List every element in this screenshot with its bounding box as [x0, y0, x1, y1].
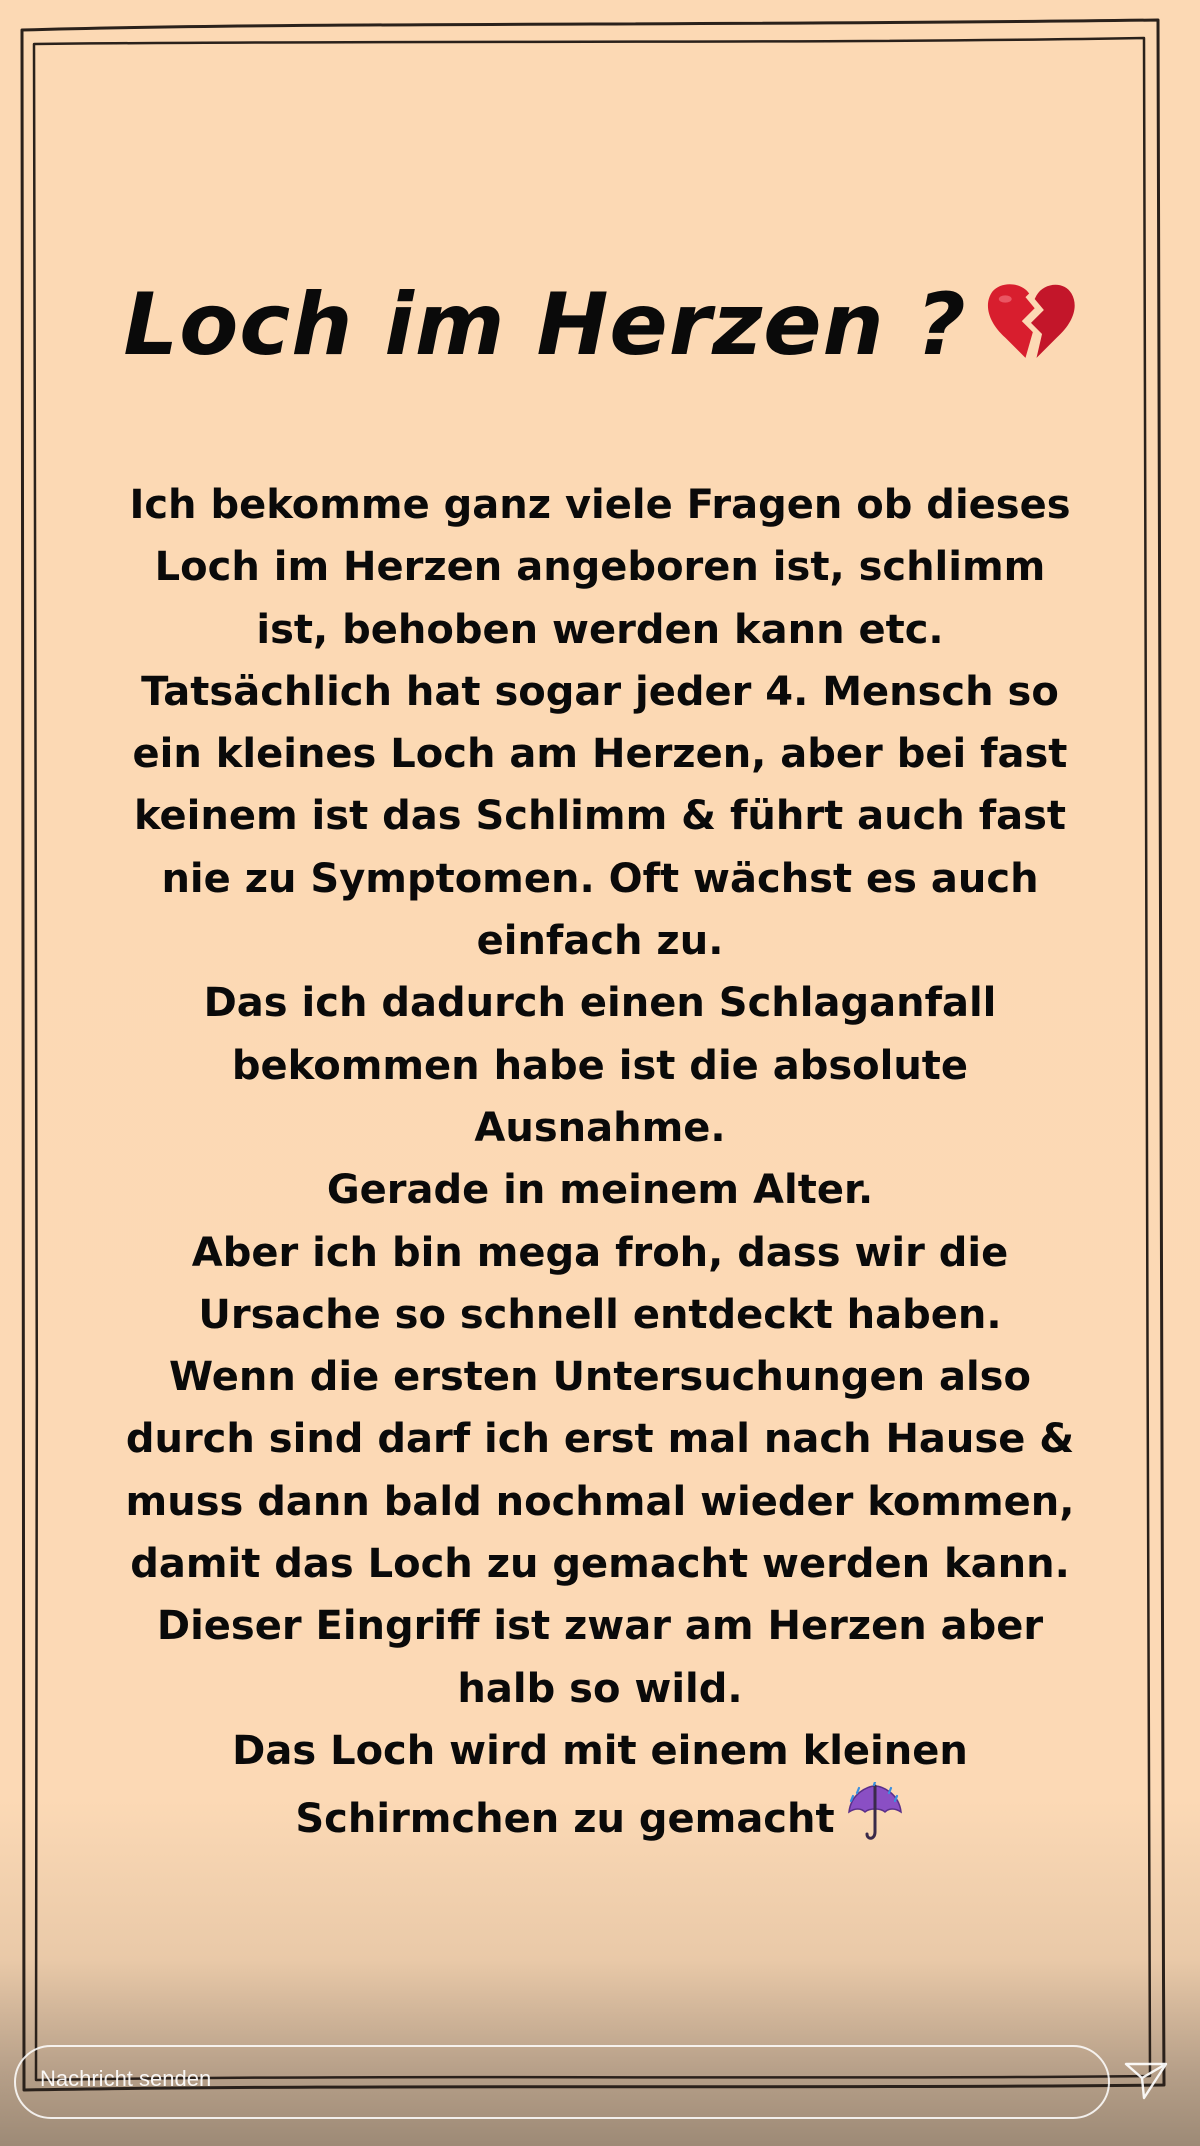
- story-body-line-text: Ausnahme.: [474, 1104, 726, 1151]
- story-body-line-text: Aber ich bin mega froh, dass wir die: [191, 1229, 1009, 1276]
- story-body-line: [70, 536, 1130, 598]
- story-body-line: [70, 1097, 1130, 1159]
- story-body-line: [70, 1222, 1130, 1284]
- story-body-line: [70, 599, 1130, 661]
- story-body-line: [70, 1782, 1130, 1850]
- story-body-line-text: Das Loch wird mit einem kleinen: [232, 1727, 968, 1774]
- story-body-line: [70, 474, 1130, 536]
- story-body-line-text: durch sind darf ich erst mal nach Hause &: [125, 1416, 1075, 1463]
- story-body: [70, 474, 1130, 1851]
- story-body-line: [70, 1720, 1130, 1782]
- broken-heart-icon: [985, 280, 1077, 364]
- story-body-line-text: Dieser Eingriff ist zwar am Herzen aber: [156, 1603, 1044, 1650]
- story-body-line-text: Das ich dadurch einen Schlaganfall: [203, 980, 997, 1027]
- story-body-line: [70, 910, 1130, 972]
- story-body-line-text: Schirmchen zu gemacht: [295, 1796, 835, 1843]
- story-body-line-text: ist, behoben werden kann etc.: [256, 606, 944, 653]
- story-title: [60, 265, 1140, 385]
- story-body-line-text: nie zu Symptomen. Oft wächst es auch: [161, 855, 1039, 902]
- story-body-line-text: einfach zu.: [476, 918, 724, 965]
- story-body-line: [70, 1035, 1130, 1097]
- story-body-line: [70, 1533, 1130, 1595]
- story-body-line: [70, 848, 1130, 910]
- story-body-line: [70, 785, 1130, 847]
- story-body-line-text: Wenn die ersten Untersuchungen also: [169, 1354, 1031, 1401]
- story-body-line: [70, 1284, 1130, 1346]
- message-input-placeholder: Nachricht senden: [40, 2066, 212, 2091]
- story-body-line-text: halb so wild.: [457, 1665, 743, 1712]
- story-body-line-text: Loch im Herzen angeboren ist, schlimm: [154, 544, 1046, 591]
- story-body-line: [70, 661, 1130, 723]
- story-body-line-text: muss dann bald nochmal wieder kommen,: [125, 1478, 1075, 1525]
- story-body-line: [70, 1471, 1130, 1533]
- story-body-line-text: Gerade in meinem Alter.: [326, 1167, 874, 1214]
- story-body-line-text: Tatsächlich hat sogar jeder 4. Mensch so: [141, 668, 1059, 715]
- story-title-text: Loch im Herzen ?: [123, 275, 967, 375]
- story-body-line-text: Ursache so schnell entdeckt haben.: [198, 1291, 1002, 1338]
- story-body-line: [70, 1346, 1130, 1408]
- story-body-line-text: Ich bekomme ganz viele Fragen ob dieses: [129, 482, 1071, 528]
- story-body-line: [70, 1159, 1130, 1221]
- story-body-line-text: ein kleines Loch am Herzen, aber bei fast: [132, 731, 1068, 778]
- umbrella-with-rain-icon: [845, 1782, 905, 1844]
- send-icon[interactable]: [1124, 2060, 1168, 2100]
- story-body-line-text: keinem ist das Schlimm & führt auch fast: [133, 793, 1067, 840]
- story-body-line: [70, 1595, 1130, 1657]
- story-body-line-text: damit das Loch zu gemacht werden kann.: [130, 1541, 1070, 1588]
- story-body-line: [70, 1408, 1130, 1470]
- story-body-line: [70, 723, 1130, 785]
- story-body-line: [70, 972, 1130, 1034]
- story-body-line-text: bekommen habe ist die absolute: [231, 1042, 969, 1089]
- story-body-line: [70, 1658, 1130, 1720]
